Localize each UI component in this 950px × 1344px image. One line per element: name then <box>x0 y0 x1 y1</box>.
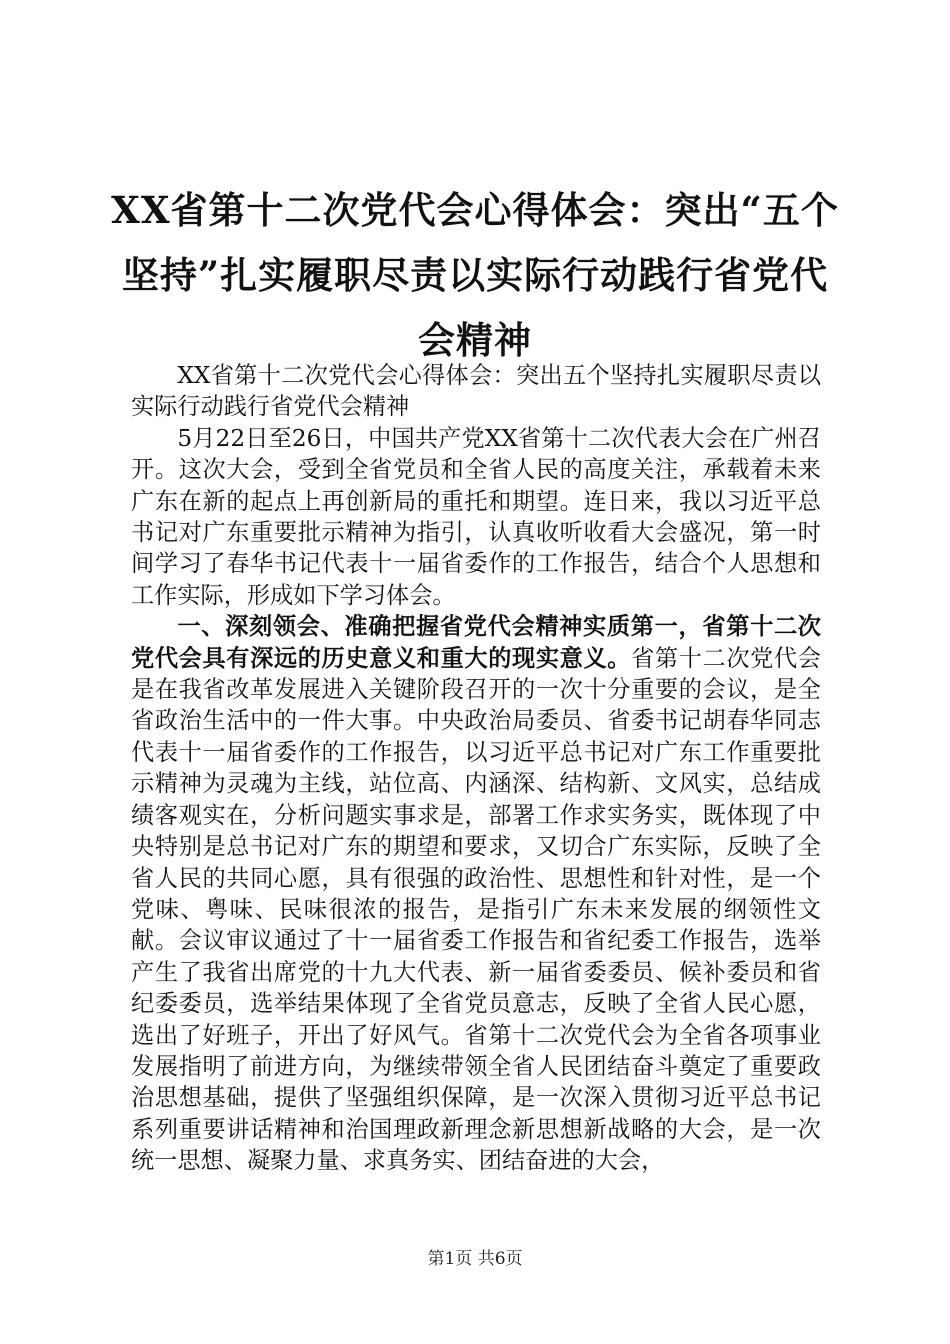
paragraph-text: 省第十二次党代会是在我省改革发展进入关键阶段召开的一次十分重要的会议，是全省政治生活中的一件大事。中央政治局委员、省委书记胡春华同志代表十一届省委作的工作报告，以习近平总书记对广东工作重要批示精神为灵魂为主线，站位高、内涵深、结构新、文风实，总结成绩客观实在，分析问题实事求是，部署工作求实务实，既体现了中央特别是总书记对广东的期望和要求，又切合广东实际，反映了全省人民的共同心愿，具有很强的政治性、思想性和针对性，是一个党味、粤味、民味很浓的报告，是指引广东未来发展的纲领性文献。会议审议通过了十一届省委工作报告和省纪委工作报告，选举产生了我省出席党的十九大代表、新一届省委委员、候补委员和省纪委委员，选举结果体现了全省党员意志，反映了全省人民心愿，选出了好班子，开出了好风气。省第十二次党代会为全省各项事业发展指明了前进方向，为继续带领全省人民团结奋斗奠定了重要政治思想基础，提供了坚强组织保障，是一次深入贯彻习近平总书记系列重要讲话精神和治国理政新理念新思想新战略的大会，是一次统一思想、凝聚力量、求真务实、团结奋进的大会， <box>131 644 821 1175</box>
document-body <box>131 360 821 1177</box>
page-footer: 第1页 共6页 <box>427 1249 523 1269</box>
paragraph-text: 5月22日至26日，中国共产党XX省第十二次代表大会在广州召开。这次大会，受到全省党员和全省人民的高度关注，承载着未来广东在新的起点上再创新局的重托和期望。连日来，我以习近平总书记对广东重要批示精神为指引，认真收听收看大会盛况，第一时间学习了春华书记代表十一届省委作的工作报告，结合个人思想和工作实际，形成如下学习体会。 <box>131 424 821 609</box>
paragraph-lead: 一、深刻领会、准确把握省党代会精神实质第一，省第十二次党代会具有深远的历史意义和重大的现实意义。 <box>131 613 821 672</box>
paragraph-text: XX省第十二次党代会心得体会：突出五个坚持扎实履职尽责以实际行动践行省党代会精神 <box>131 362 821 421</box>
document-title: XX省第十二次党代会心得体会：突出“五个坚持”扎实履职尽责以实际行动践行省党代会精神 <box>111 188 839 362</box>
paragraph-subtitle <box>131 360 821 423</box>
paragraph-intro <box>131 423 821 611</box>
paragraph-section-one <box>131 611 821 1176</box>
